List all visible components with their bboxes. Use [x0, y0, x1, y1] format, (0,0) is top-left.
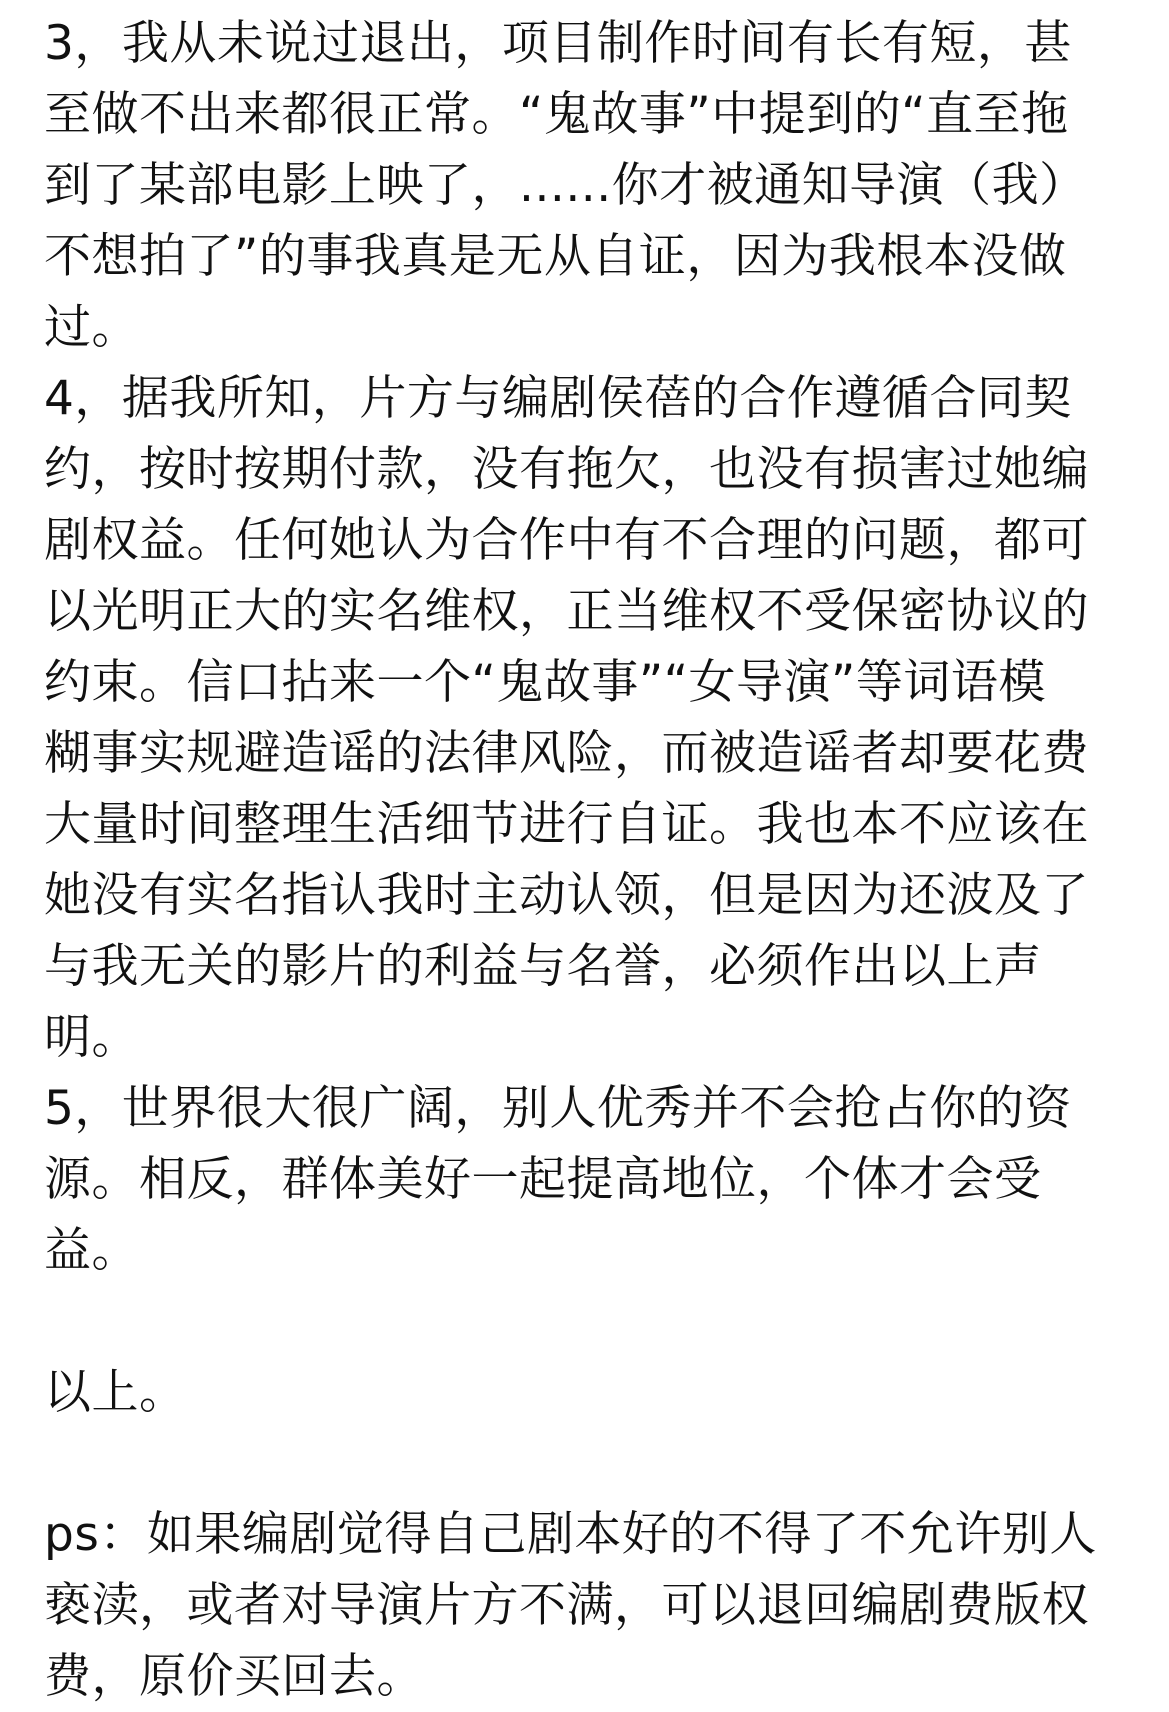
blank-line: [44, 1286, 1144, 1357]
text-line: 大量时间整理生活细节进行自证。我也本不应该在: [44, 797, 1089, 852]
text-line: 与我无关的影片的利益与名誉，必须作出以上声: [44, 939, 1042, 994]
text-line: 剧权益。任何她认为合作中有不合理的问题，都可: [44, 513, 1089, 568]
text-line: 至做不出来都很正常。“鬼故事”中提到的“直至拖: [44, 87, 1069, 142]
text-line: 费，原价买回去。: [44, 1649, 424, 1704]
text-line: 到了某部电影上映了，......你才被通知导演（我）: [44, 158, 1087, 213]
text-line: 3，我从未说过退出，项目制作时间有长有短，甚: [44, 16, 1072, 71]
text-line: 亵渎，或者对导演片方不满，可以退回编剧费版权: [44, 1578, 1089, 1633]
blank-line: [44, 1428, 1144, 1499]
text-line: 5，世界很大很广阔，别人优秀并不会抢占你的资: [44, 1081, 1072, 1136]
text-line: 益。: [44, 1223, 139, 1278]
document-body: [44, 8, 1144, 1712]
text-line: 约束。信口拈来一个“鬼故事”“女导演”等词语模: [44, 655, 1046, 710]
text-line: 4，据我所知，片方与编剧侯蓓的合作遵循合同契: [44, 371, 1072, 426]
text-line: 约，按时按期付款，没有拖欠，也没有损害过她编: [44, 442, 1089, 497]
text-line: 糊事实规避造谣的法律风险，而被造谣者却要花费: [44, 726, 1089, 781]
text-line: 不想拍了”的事我真是无从自证，因为我根本没做: [44, 229, 1067, 284]
text-line: 明。: [44, 1010, 139, 1065]
text-line: 过。: [44, 300, 139, 355]
text-line: 以上。: [44, 1365, 187, 1420]
text-line: ps：如果编剧觉得自己剧本好的不得了不允许别人: [44, 1507, 1097, 1562]
text-line: 她没有实名指认我时主动认领，但是因为还波及了: [44, 868, 1089, 923]
text-line: 以光明正大的实名维权，正当维权不受保密协议的: [44, 584, 1089, 639]
text-line: 源。相反，群体美好一起提高地位，个体才会受: [44, 1152, 1042, 1207]
